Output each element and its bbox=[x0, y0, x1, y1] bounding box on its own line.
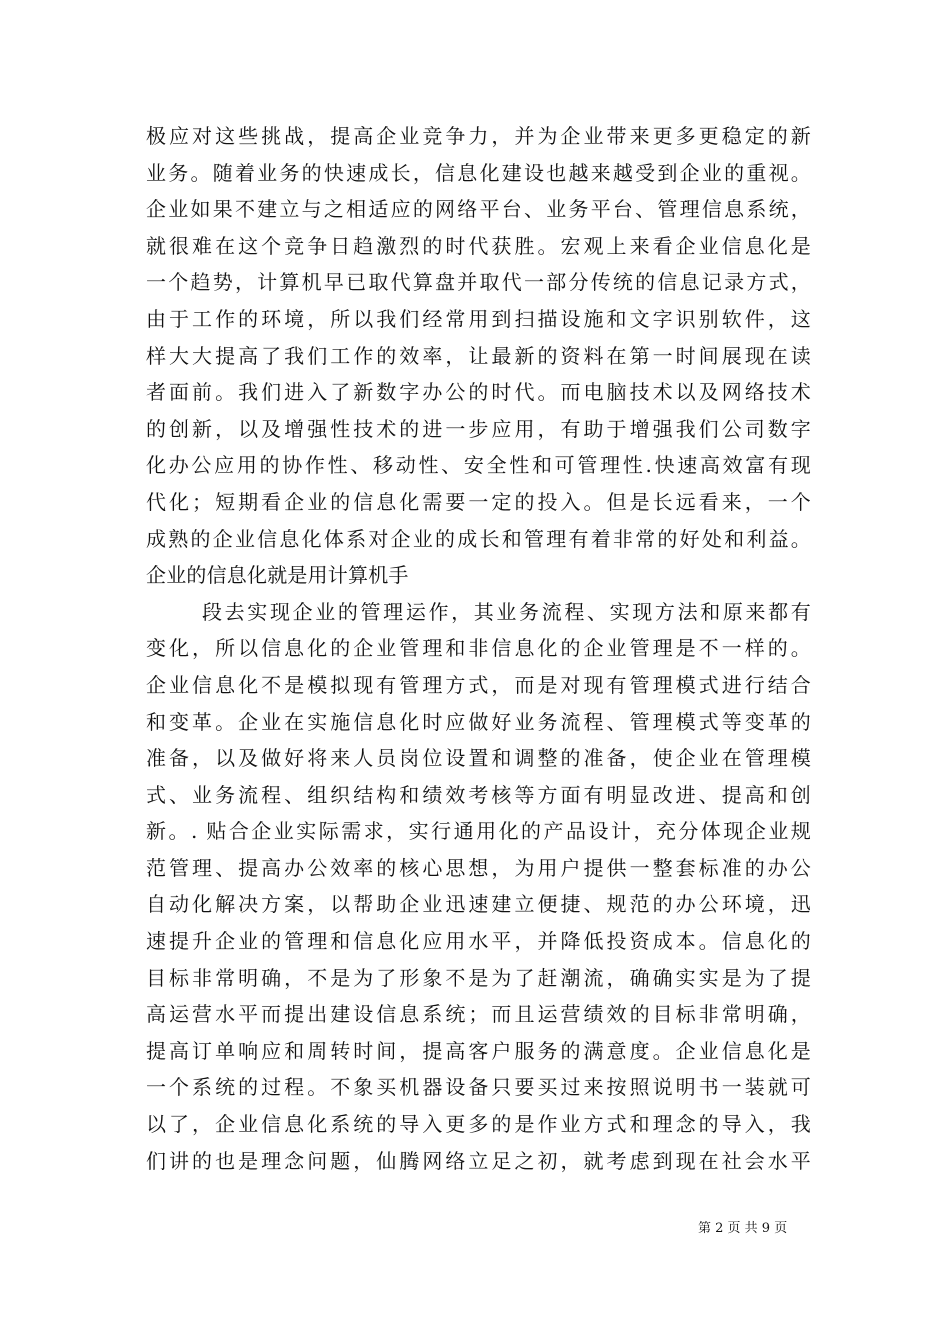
text-line-paragraph-start: 段去实现企业的管理运作，其业务流程、实现方法和原来都有 bbox=[202, 599, 811, 624]
text-line: 的创新，以及增强性技术的进一步应用，有助于增强我们公司数字 bbox=[146, 416, 811, 441]
text-line: 们讲的也是理念问题，仙腾网络立足之初，就考虑到现在社会水平 bbox=[146, 1148, 811, 1173]
text-line: 高运营水平而提出建设信息系统；而且运营绩效的目标非常明确， bbox=[146, 1002, 811, 1027]
text-line: 速提升企业的管理和信息化应用水平，并降低投资成本。信息化的 bbox=[146, 929, 811, 954]
text-line: 由于工作的环境，所以我们经常用到扫描设施和文字识别软件，这 bbox=[146, 306, 811, 331]
text-line: 新。. 贴合企业实际需求，实行通用化的产品设计，充分体现企业规 bbox=[146, 819, 811, 844]
text-line: 和变革。企业在实施信息化时应做好业务流程、管理模式等变革的 bbox=[146, 709, 811, 734]
text-line: 代化；短期看企业的信息化需要一定的投入。但是长远看来，一个 bbox=[146, 489, 811, 514]
text-line: 以了，企业信息化系统的导入更多的是作业方式和理念的导入，我 bbox=[146, 1112, 811, 1137]
text-line: 提高订单响应和周转时间，提高客户服务的满意度。企业信息化是 bbox=[146, 1038, 811, 1063]
text-line: 式、业务流程、组织结构和绩效考核等方面有明显改进、提高和创 bbox=[146, 782, 811, 807]
text-line: 业务。随着业务的快速成长，信息化建设也越来越受到企业的重视。 bbox=[146, 160, 811, 185]
text-line: 一个系统的过程。不象买机器设备只要买过来按照说明书一装就可 bbox=[146, 1075, 811, 1100]
body-text bbox=[146, 118, 811, 1179]
text-line: 就很难在这个竞争日趋激烈的时代获胜。宏观上来看企业信息化是 bbox=[146, 233, 811, 258]
text-line: 企业如果不建立与之相适应的网络平台、业务平台、管理信息系统， bbox=[146, 197, 811, 222]
page-number-footer: 第 2 页 共 9 页 bbox=[698, 1221, 788, 1236]
text-line: 化办公应用的协作性、移动性、安全性和可管理性.快速高效富有现 bbox=[146, 453, 811, 478]
text-line: 一个趋势，计算机早已取代算盘并取代一部分传统的信息记录方式， bbox=[146, 270, 811, 295]
text-line: 样大大提高了我们工作的效率，让最新的资料在第一时间展现在读 bbox=[146, 343, 811, 368]
text-line: 目标非常明确，不是为了形象不是为了赶潮流，确确实实是为了提 bbox=[146, 965, 811, 990]
text-line: 准备，以及做好将来人员岗位设置和调整的准备，使企业在管理模 bbox=[146, 746, 811, 771]
text-line: 者面前。我们进入了新数字办公的时代。而电脑技术以及网络技术 bbox=[146, 380, 811, 405]
text-line: 自动化解决方案，以帮助企业迅速建立便捷、规范的办公环境，迅 bbox=[146, 892, 811, 917]
text-line: 成熟的企业信息化体系对企业的成长和管理有着非常的好处和利益。 bbox=[146, 526, 811, 551]
text-line: 企业信息化不是模拟现有管理方式，而是对现有管理模式进行结合 bbox=[146, 672, 811, 697]
text-line: 企业的信息化就是用计算机手 bbox=[146, 563, 409, 588]
text-line: 极应对这些挑战，提高企业竞争力，并为企业带来更多更稳定的新 bbox=[146, 124, 811, 148]
text-line: 范管理、提高办公效率的核心思想，为用户提供一整套标准的办公 bbox=[146, 855, 811, 880]
text-line: 变化，所以信息化的企业管理和非信息化的企业管理是不一样的。 bbox=[146, 636, 811, 661]
